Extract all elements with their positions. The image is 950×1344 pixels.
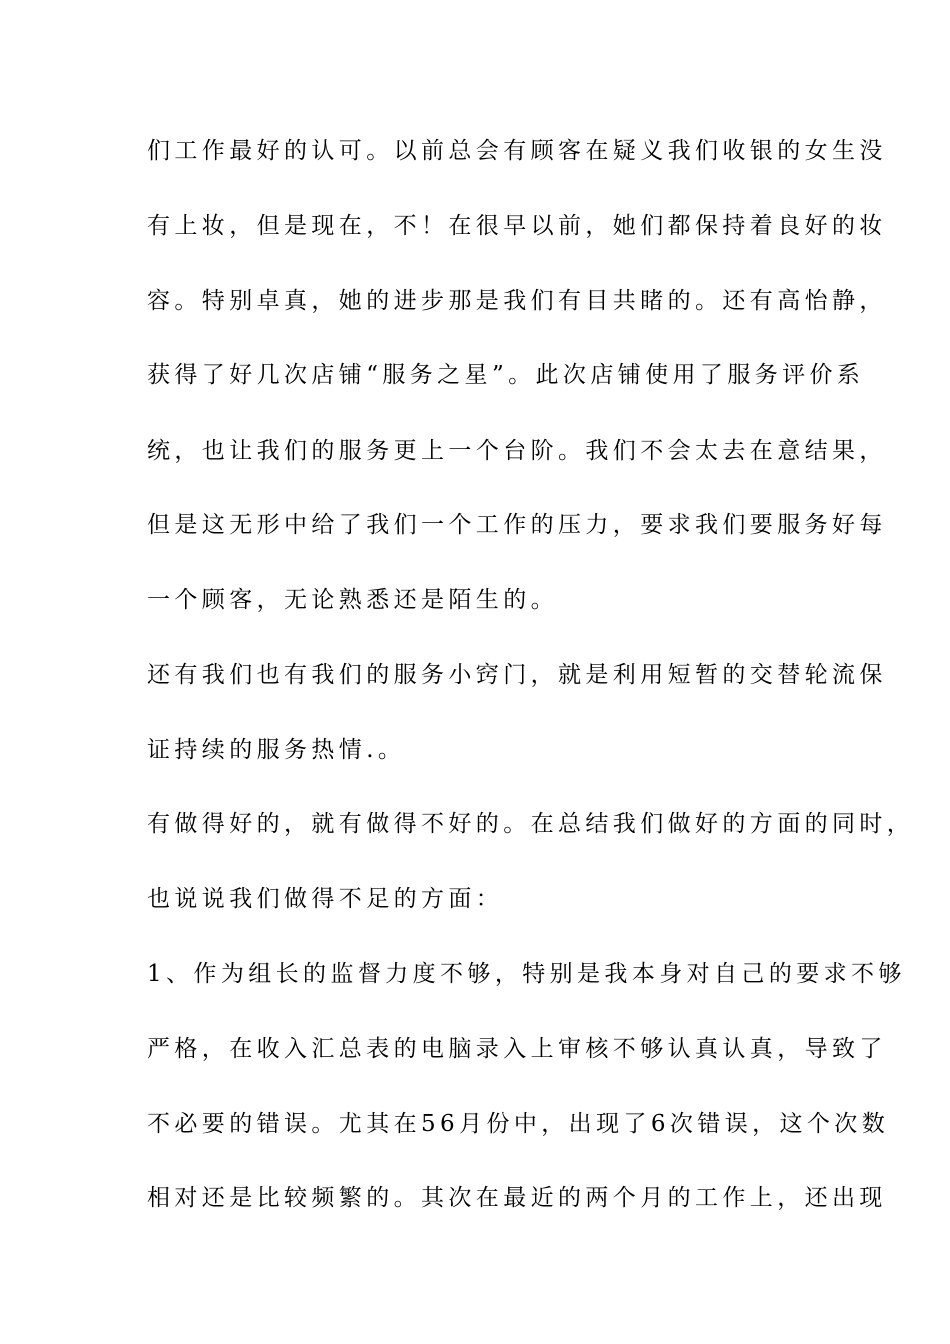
text-line: 也说说我们做得不足的方面： (147, 886, 504, 912)
text-line: 相对还是比较频繁的。其次在最近的两个月的工作上，还出现 (147, 1185, 887, 1211)
text-line: 1、作为组长的监督力度不够，特别是我本身对自己的要求不够 (147, 961, 906, 987)
text-line: 一个顾客，无论熟悉还是陌生的。 (147, 587, 558, 613)
text-line: 但是这无形中给了我们一个工作的压力，要求我们要服务好每 (147, 512, 887, 538)
text-line: 们工作最好的认可。以前总会有顾客在疑义我们收银的女生没 (147, 138, 887, 164)
text-line: 有上妆，但是现在，不！在很早以前，她们都保持着良好的妆 (147, 213, 887, 239)
text-line: 获得了好几次店铺“服务之星”。此次店铺使用了服务评价系 (147, 362, 865, 388)
text-line: 还有我们也有我们的服务小窍门，就是利用短暂的交替轮流保 (147, 662, 887, 688)
text-line: 有做得好的，就有做得不好的。在总结我们做好的方面的同时， (147, 811, 915, 837)
text-line: 不必要的错误。尤其在56月份中，出现了6次错误，这个次数 (147, 1111, 890, 1137)
text-line: 严格，在收入汇总表的电脑录入上审核不够认真认真，导致了 (147, 1036, 887, 1062)
text-line: 容。特别卓真，她的进步那是我们有目共睹的。还有高怡静， (147, 288, 887, 314)
text-line: 统，也让我们的服务更上一个台阶。我们不会太去在意结果， (147, 438, 887, 464)
text-line: 证持续的服务热情.。 (147, 737, 406, 763)
